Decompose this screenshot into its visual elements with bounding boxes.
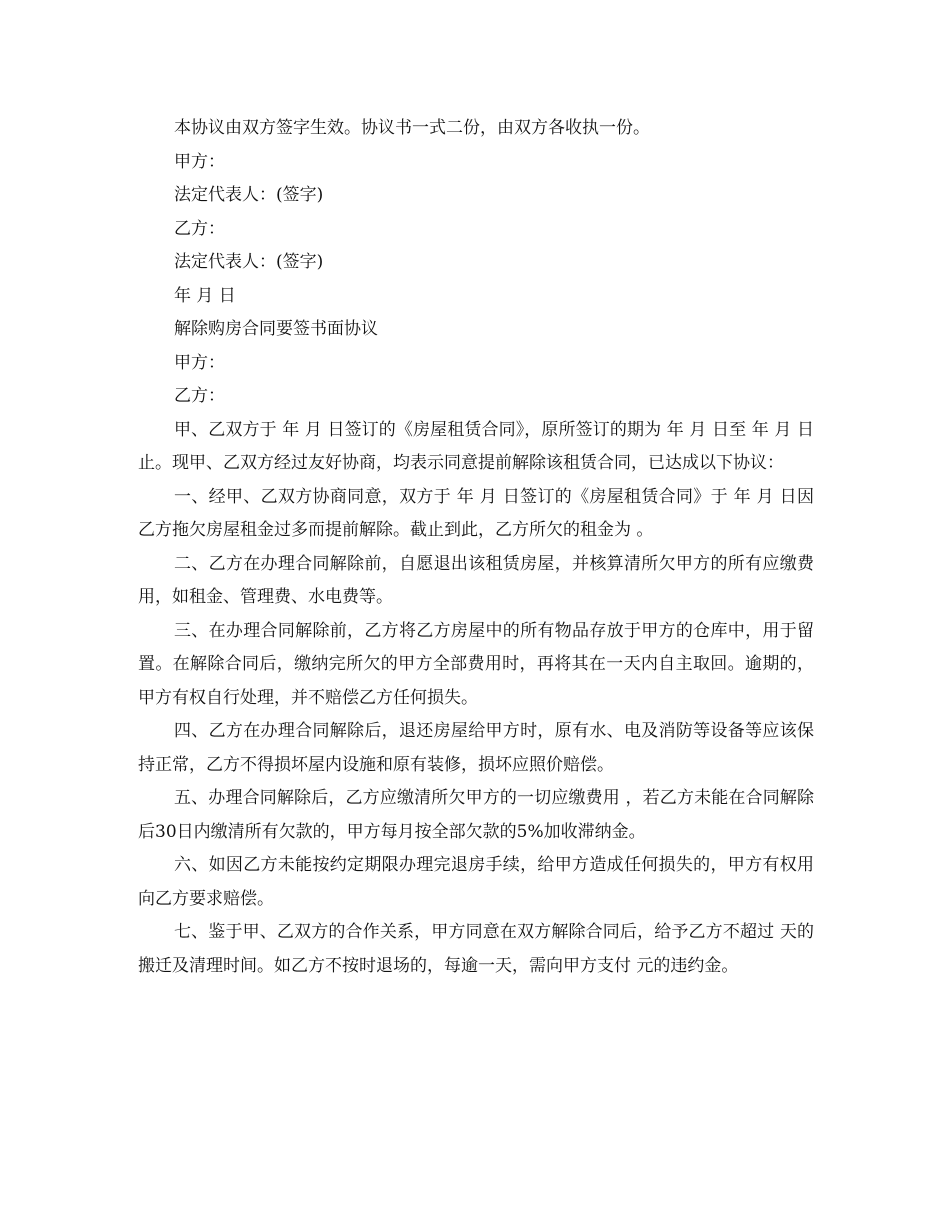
clause-6: 六、如因乙方未能按约定期限办理完退房手续，给甲方造成任何损失的，甲方有权用向乙方要求赔偿。: [138, 855, 814, 909]
clause-7: 七、鉴于甲、乙双方的合作关系，甲方同意在双方解除合同后，给予乙方不超过 天的搬迁及清理时间。如乙方不按时退场的，每逾一天，需向甲方支付 元的违约金。: [138, 922, 814, 976]
intro-paragraph: 甲、乙双方于 年 月 日签订的《房屋租赁合同》，原所签订的期为 年 月 日至 年 月 日止。现甲、乙双方经过友好协商，均表示同意提前解除该租赁合同，已达成以下协议：: [138, 419, 814, 473]
party-b-label-2: 乙方：: [174, 386, 225, 406]
agreement-title: 解除购房合同要签书面协议: [174, 319, 378, 339]
clause-4: 四、乙方在办理合同解除后，退还房屋给甲方时，原有水、电及消防等设备等应该保持正常，乙方不得损坏屋内设施和原有装修，损坏应照价赔偿。: [138, 721, 814, 775]
party-b-representative-signature: 法定代表人：(签字): [174, 252, 324, 272]
party-a-representative-signature: 法定代表人：(签字): [174, 185, 324, 205]
party-a-label-2: 甲方：: [174, 352, 225, 373]
party-a-label: 甲方：: [174, 151, 225, 172]
clause-5: 五、办理合同解除后，乙方应缴清所欠甲方的一切应缴费用 ，若乙方未能在合同解除后30日内缴清所有欠款的，甲方每月按全部欠款的5%加收滞纳金。: [138, 788, 814, 842]
clause-1: 一、经甲、乙双方协商同意，双方于 年 月 日签订的《房屋租赁合同》于 年 月 日因乙方拖欠房屋租金过多而提前解除。截止到此，乙方所欠的租金为 。: [138, 486, 814, 540]
clause-3: 三、在办理合同解除前，乙方将乙方房屋中的所有物品存放于甲方的仓库中，用于留置。在解除合同后，缴纳完所欠的甲方全部费用时，再将其在一天内自主取回。逾期的，甲方有权自行处理，并不赔偿乙方任何损失。: [138, 620, 814, 708]
document-page: [138, 112, 814, 983]
effectiveness-clause: 本协议由双方签字生效。协议书一式二份，由双方各收执一份。: [174, 118, 650, 138]
party-b-label: 乙方：: [174, 218, 225, 239]
clause-2: 二、乙方在办理合同解除前，自愿退出该租赁房屋，并核算清所欠甲方的所有应缴费用，如租金、管理费、水电费等。: [138, 553, 814, 607]
date-line: 年 月 日: [174, 285, 236, 306]
